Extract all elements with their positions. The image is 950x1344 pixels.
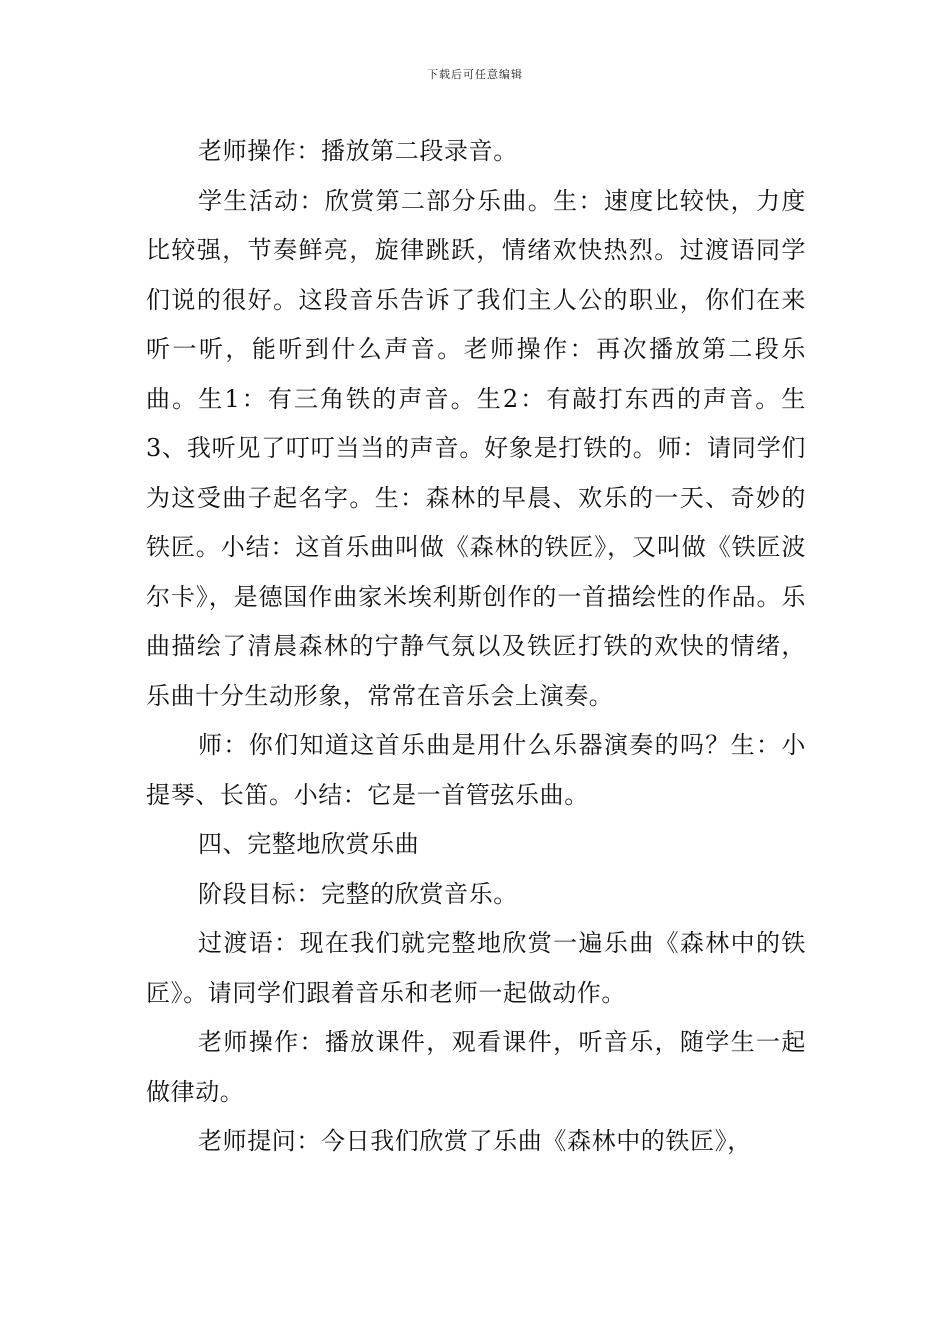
paragraph-student-activity: 学生活动：欣赏第二部分乐曲。生：速度比较快，力度比较强，节奏鲜亮，旋律跳跃，情绪欢快热烈。过渡语同学们说的很好。这段音乐告诉了我们主人公的职业，你们在来听一听，能听到什么声音。老师操作：再次播放第二段乐曲。生1：有三角铁的声音。生2：有敲打东西的声音。生3、我听见了叮叮当当的声音。好象是打铁的。师：请同学们为这受曲子起名字。生：森林的早晨、欢乐的一天、奇妙的铁匠。小结：这首乐曲叫做《森林的铁匠》，又叫做《铁匠波尔卡》，是德国作曲家米埃利斯创作的一首描绘性的作品。乐曲描绘了清晨森林的宁静气氛以及铁匠打铁的欢快的情绪，乐曲十分生动形象，常常在音乐会上演奏。 xyxy=(146,186,806,710)
paragraph-teacher-operation-1: 老师操作：播放第二段录音。 xyxy=(198,137,518,165)
page-header: 下载后可任意编辑 xyxy=(427,68,523,81)
paragraph-transition: 过渡语：现在我们就完整地欣赏一遍乐曲《森林中的铁匠》。请同学们跟着音乐和老师一起做动作。 xyxy=(146,929,806,1007)
paragraph-stage-goal: 阶段目标：完整的欣赏音乐。 xyxy=(198,879,518,908)
paragraph-teacher-question-instruments: 师：你们知道这首乐曲是用什么乐器演奏的吗？生：小提琴、长笛。小结：它是一首管弦乐曲。 xyxy=(146,731,806,809)
paragraph-teacher-operation-2: 老师操作：播放课件，观看课件，听音乐，随学生一起做律动。 xyxy=(146,1028,806,1106)
section-heading-4: 四、完整地欣赏乐曲 xyxy=(198,830,420,858)
document-body xyxy=(146,127,806,1167)
paragraph-teacher-question: 老师提问：今日我们欣赏了乐曲《森林中的铁匠》， xyxy=(198,1127,752,1155)
